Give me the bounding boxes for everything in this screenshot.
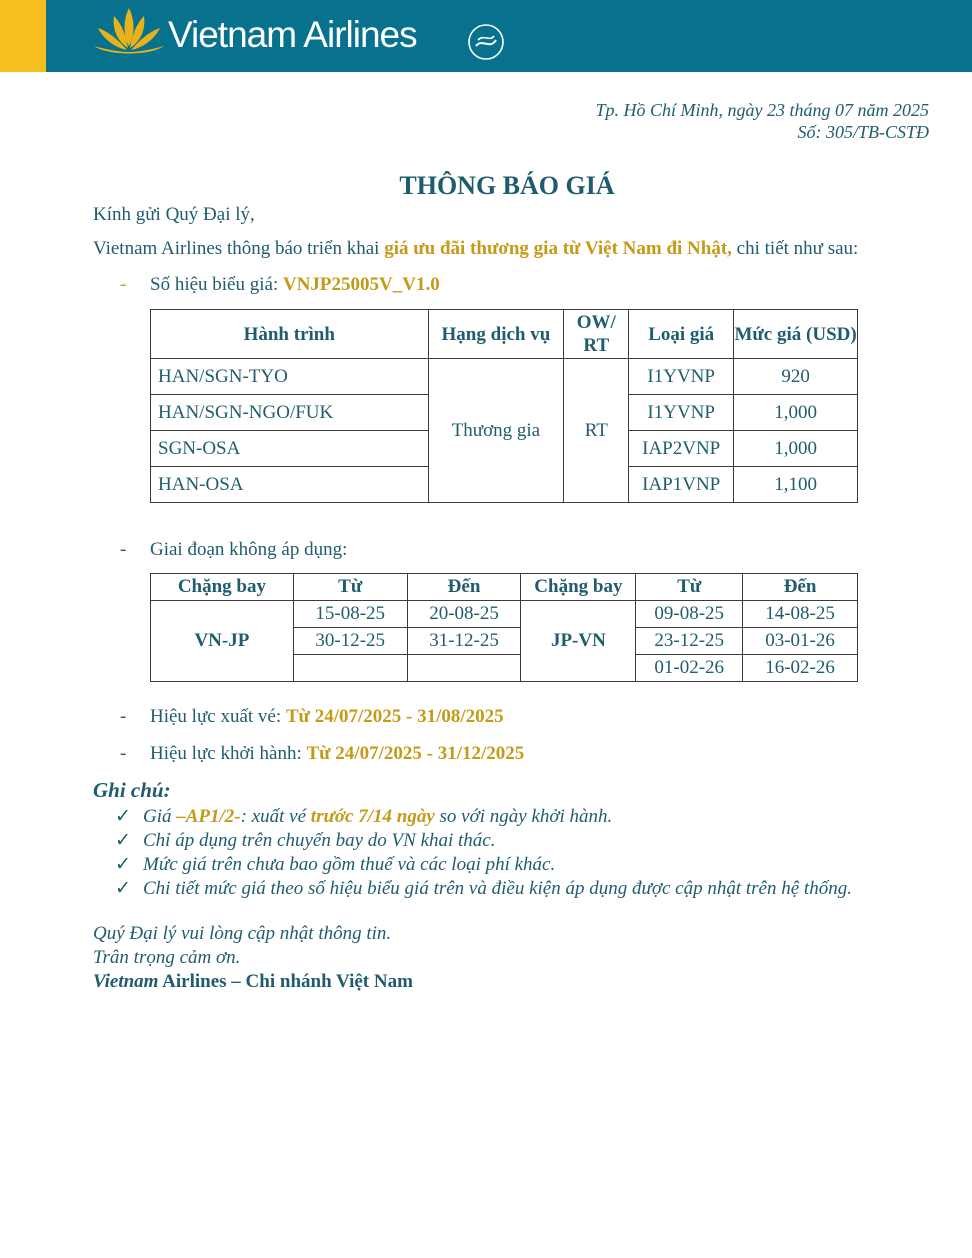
note-text: : xuất vé xyxy=(240,806,311,827)
bullet-dash: - xyxy=(120,539,127,560)
route-cell: SGN-OSA xyxy=(151,431,429,467)
fare-basis-cell: I1YVNP xyxy=(629,359,734,395)
sector-a-cell: VN-JP xyxy=(151,601,294,682)
date-cell: 23-12-25 xyxy=(636,628,743,655)
date-cell xyxy=(293,655,407,682)
signature-rest: Airlines – Chi nhánh Việt Nam xyxy=(158,971,413,992)
route-cell: HAN/SGN-NGO/FUK xyxy=(151,395,429,431)
document-number: Số: 305/TB-CSTĐ xyxy=(797,122,929,142)
date-cell: 30-12-25 xyxy=(293,628,407,655)
place-date: Tp. Hồ Chí Minh, ngày 23 tháng 07 năm 2025 xyxy=(595,100,929,120)
note-highlight: –AP1/2- xyxy=(176,806,241,827)
closing-line-2: Trân trọng cảm ơn. xyxy=(93,947,241,968)
brand-wordmark: Vietnam Airlines xyxy=(168,14,417,55)
fare-code-value: VNJP25005V_V1.0 xyxy=(282,274,440,295)
note-item xyxy=(115,877,852,900)
ticketing-label: Hiệu lực xuất vé: xyxy=(150,706,286,727)
header-banner xyxy=(0,0,972,72)
closing-line-1: Quý Đại lý vui lòng cập nhật thông tin. xyxy=(93,923,392,944)
note-text: Chi tiết mức giá theo số hiệu biểu giá trên và điều kiện áp dụng được cập nhật trên hệ thống. xyxy=(143,878,852,899)
header-class: Hạng dịch vụ xyxy=(428,310,564,359)
note-item xyxy=(115,829,496,852)
date-cell: 20-08-25 xyxy=(407,601,521,628)
table-row xyxy=(151,359,858,395)
lotus-logo-icon xyxy=(92,6,166,58)
note-highlight: trước 7/14 ngày xyxy=(310,806,435,827)
price-cell: 1,000 xyxy=(734,395,858,431)
note-text: Mức giá trên chưa bao gồm thuế và các loại phí khác. xyxy=(143,854,556,875)
bullet-dash: - xyxy=(120,706,127,727)
travel-validity xyxy=(150,743,524,765)
note-text: Giá xyxy=(143,806,177,827)
price-cell: 1,100 xyxy=(734,467,858,503)
notes-title: Ghi chú: xyxy=(93,778,171,802)
blackout-label: Giai đoạn không áp dụng: xyxy=(150,539,348,560)
date-cell: 15-08-25 xyxy=(293,601,407,628)
fare-table-header xyxy=(151,310,858,359)
header-sector-a: Chặng bay xyxy=(151,574,294,601)
header-from-b: Từ xyxy=(636,574,743,601)
note-item xyxy=(115,853,555,876)
date-cell: 01-02-26 xyxy=(636,655,743,682)
trip-type-cell: RT xyxy=(564,359,629,503)
date-cell: 09-08-25 xyxy=(636,601,743,628)
date-cell: 31-12-25 xyxy=(407,628,521,655)
greeting: Kính gửi Quý Đại lý, xyxy=(93,204,255,225)
note-text: Chỉ áp dụng trên chuyến bay do VN khai thác. xyxy=(143,830,496,851)
signature xyxy=(93,971,413,993)
header-fare-basis: Loại giá xyxy=(629,310,734,359)
header-route: Hành trình xyxy=(151,310,429,359)
intro-highlight: giá ưu đãi thương gia từ Việt Nam đi Nhật, xyxy=(384,238,732,259)
date-cell xyxy=(407,655,521,682)
sector-b-cell: JP-VN xyxy=(521,601,636,682)
check-icon: ✓ xyxy=(115,806,131,827)
date-cell: 14-08-25 xyxy=(743,601,858,628)
price-cell: 920 xyxy=(734,359,858,395)
fare-basis-cell: IAP2VNP xyxy=(629,431,734,467)
date-cell: 16-02-26 xyxy=(743,655,858,682)
check-icon: ✓ xyxy=(115,830,131,851)
check-icon: ✓ xyxy=(115,878,131,899)
bullet-dash: - xyxy=(120,743,127,764)
date-cell: 03-01-26 xyxy=(743,628,858,655)
intro-prefix: Vietnam Airlines thông báo triển khai xyxy=(93,238,385,259)
ticketing-validity xyxy=(150,706,504,728)
header-to-a: Đến xyxy=(407,574,521,601)
blackout-table xyxy=(150,573,858,682)
fare-basis-cell: I1YVNP xyxy=(629,395,734,431)
ticketing-value: Từ 24/07/2025 - 31/08/2025 xyxy=(285,706,504,727)
note-item xyxy=(115,805,612,828)
fare-code-line xyxy=(150,274,440,296)
note-text: so với ngày khởi hành. xyxy=(434,806,613,827)
blackout-table-header xyxy=(151,574,858,601)
check-icon: ✓ xyxy=(115,854,131,875)
signature-italic: Vietnam xyxy=(93,971,159,992)
dateline xyxy=(595,99,929,143)
document-title: THÔNG BÁO GIÁ xyxy=(399,171,615,200)
price-cell: 1,000 xyxy=(734,431,858,467)
gold-strip xyxy=(0,0,46,72)
route-cell: HAN/SGN-TYO xyxy=(151,359,429,395)
header-to-b: Đến xyxy=(743,574,858,601)
header-from-a: Từ xyxy=(293,574,407,601)
table-row xyxy=(151,601,858,628)
header-ow-rt: OW/ RT xyxy=(564,310,629,359)
intro-suffix: chi tiết như sau: xyxy=(731,238,859,259)
travel-label: Hiệu lực khởi hành: xyxy=(150,743,307,764)
travel-value: Từ 24/07/2025 - 31/12/2025 xyxy=(306,743,525,764)
fare-table xyxy=(150,309,858,503)
skyteam-icon xyxy=(460,16,508,64)
bullet-dash: - xyxy=(120,274,127,295)
fare-code-label: Số hiệu biểu giá: xyxy=(150,274,283,295)
fare-basis-cell: IAP1VNP xyxy=(629,467,734,503)
header-sector-b: Chặng bay xyxy=(521,574,636,601)
service-class-cell: Thương gia xyxy=(428,359,564,503)
header-price: Mức giá (USD) xyxy=(734,310,858,359)
intro-paragraph xyxy=(93,238,858,260)
route-cell: HAN-OSA xyxy=(151,467,429,503)
